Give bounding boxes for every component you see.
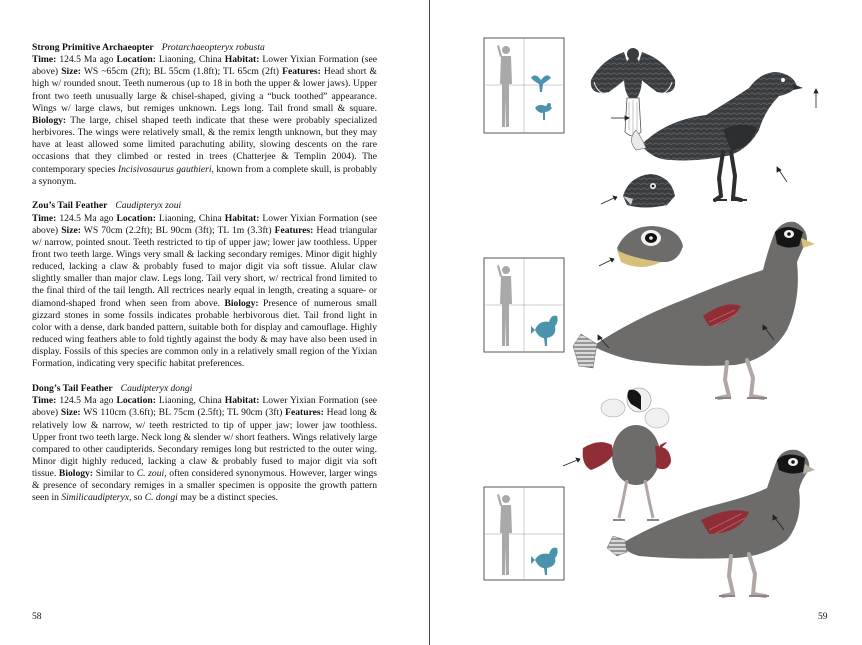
biology-value-end: may be a distinct species. [180,492,278,504]
location-value: Liaoning, China [158,212,222,224]
features-label: Features: [285,407,324,419]
entry-caudipteryx-zoui [32,200,377,370]
page-number-right: 59 [818,612,828,622]
caudipteryx-zoui-side-view [573,222,815,398]
habitat-value: Lower Yixian Formation (see above) [32,395,377,419]
habitat-value: Lower Yixian Formation (see above) [32,54,377,78]
biology-value: The large, chisel shaped teeth indicate that these were probably specialized herbivores. The wings were relatively small, & the remix length unknown, but they may have at least allowed some limited parachuting ability, slowing descents on the rare occasions that they climbed or rested in trees (Chatterjee & Templin 2004). The contemporary species [32,114,377,175]
size-label: Size: [61,224,81,236]
arrow-icon [777,167,787,182]
habitat-label: Habitat: [224,395,260,407]
scientific-name: Protarchaeopteryx robusta [161,42,265,53]
caudipteryx-zoui-head-detail [617,226,683,267]
biology-species: C. zoui [136,468,165,480]
features-label: Features: [274,224,314,236]
biology-value-cont2: , so [129,492,143,504]
size-label: Size: [61,66,81,78]
features-value: Head short & high w/ rounded snout. Teeth numerous (up to 18 in both the upper & lower jaws). Upper front two teeth unusually large & chisel-shaped, giving a “buck toothed” appearance. Wings w/ large claws, but remiges unknown. Legs long. Tail frond small & square. [32,66,377,114]
page-gutter [429,0,430,645]
right-page [431,0,862,645]
entry-protarchaeopteryx [32,42,377,188]
location-value: Liaoning, China [158,54,222,66]
features-label: Features: [282,66,321,78]
arrow-icon [563,458,580,466]
size-label: Size: [60,407,81,419]
habitat-label: Habitat: [224,54,260,66]
arrow-icon [601,196,617,204]
size-value: WS 70cm (2.2ft); BL 90cm (3ft); TL 1m (3.3ft) [83,224,272,236]
arrow-icon [611,116,629,120]
protarchaeopteryx-top-view [591,48,675,136]
scale-box-protarchaeopteryx [484,38,564,133]
time-label: Time: [32,212,57,224]
page-number-left: 58 [32,612,42,622]
illustration-plate [431,0,862,645]
common-name: Zou’s Tail Feather [32,200,108,212]
features-value: Head long & relatively low & narrow, w/ teeth restricted to tip of upper jaw; lower jaw toothless. Upper front two teeth large. Neck long & slender w/ short feathers. Wings relatively large compared to other caudipterids. Secondary remiges long but restricted to the outer wing. Minor digit highly reduced, lacking a claw & probably fused to major digit via soft tissue. [32,407,377,480]
biology-label: Biology: [32,114,67,126]
entry-caudipteryx-dongi [32,383,377,505]
scientific-name: Caudipteryx dongi [120,383,193,395]
common-name: Strong Primitive Archaeopter [32,42,154,53]
features-value: Head triangular w/ narrow, pointed snout. Teeth restricted to tip of upper jaw; lower jaw toothless. Upper front two teeth large. Wings very small & lacking secondary remiges. Minor digit highly reduced, lacking a claw & probably fused to major digit via soft tissue. Alular claw slightly smaller than major claw. Legs long. Tail very short, w/ rectrical frond limited to the final third of the tail length. All rectrices nearly equal in length, creating a square- or diamond-shaped frond when seen from above. [32,224,378,309]
biology-value: Similar to [95,468,135,480]
arrow-icon [814,89,818,108]
arrow-icon [599,258,614,266]
scientific-name: Caudipteryx zoui [115,200,182,212]
time-label: Time: [32,395,57,407]
biology-value-end: , known from a complete skull, is probably a synonym. [32,163,377,187]
left-page [0,0,430,645]
location-label: Location: [116,212,156,224]
common-name: Dong’s Tail Feather [32,383,113,395]
location-value: Liaoning, China [158,395,222,407]
biology-species: Incisivosaurus gauthieri [117,163,212,175]
caudipteryx-dongi-front-view [583,388,671,520]
biology-species-2: C. dongi [144,492,178,504]
location-label: Location: [116,54,156,66]
time-value: 124.5 Ma ago [59,395,114,407]
time-value: 124.5 Ma ago [59,54,114,66]
time-label: Time: [32,54,57,66]
scale-box-caudipteryx-zoui [484,258,564,352]
location-label: Location: [116,395,156,407]
biology-genus: Similicaudipteryx [61,492,129,504]
scale-box-caudipteryx-dongi [484,487,564,580]
species-text-column [32,42,377,517]
habitat-value: Lower Yixian Formation (see above) [32,212,377,236]
size-value: WS 110cm (3.6ft); BL 75cm (2.5ft); TL 90cm (3ft) [83,407,283,419]
protarchaeopteryx-head-detail [623,174,675,208]
habitat-label: Habitat: [224,212,260,224]
biology-label: Biology: [58,468,94,480]
biology-value: Presence of numerous small gizzard stones in some fossils indicates probable herbivorous diet. Tail frond light in color with a dense, dark banded pattern, suitable both for display and camouflage. Highly reduced wing feathers able to fold tightly against the body & may have also been used in display. Fossils of this species are common only in a relatively small region of the Yixian Formation, indicating very specific habitat preferences. [32,297,377,370]
biology-value-cont: , often considered synonymous. However, larger wings & presence of secondary remiges in a smaller specimen is opposite the growth pattern seen in [32,468,377,504]
size-value: WS ~65cm (2ft); BL 55cm (1.8ft); TL 65cm (2ft) [83,66,279,78]
time-value: 124.5 Ma ago [59,212,114,224]
biology-label: Biology: [224,297,259,309]
